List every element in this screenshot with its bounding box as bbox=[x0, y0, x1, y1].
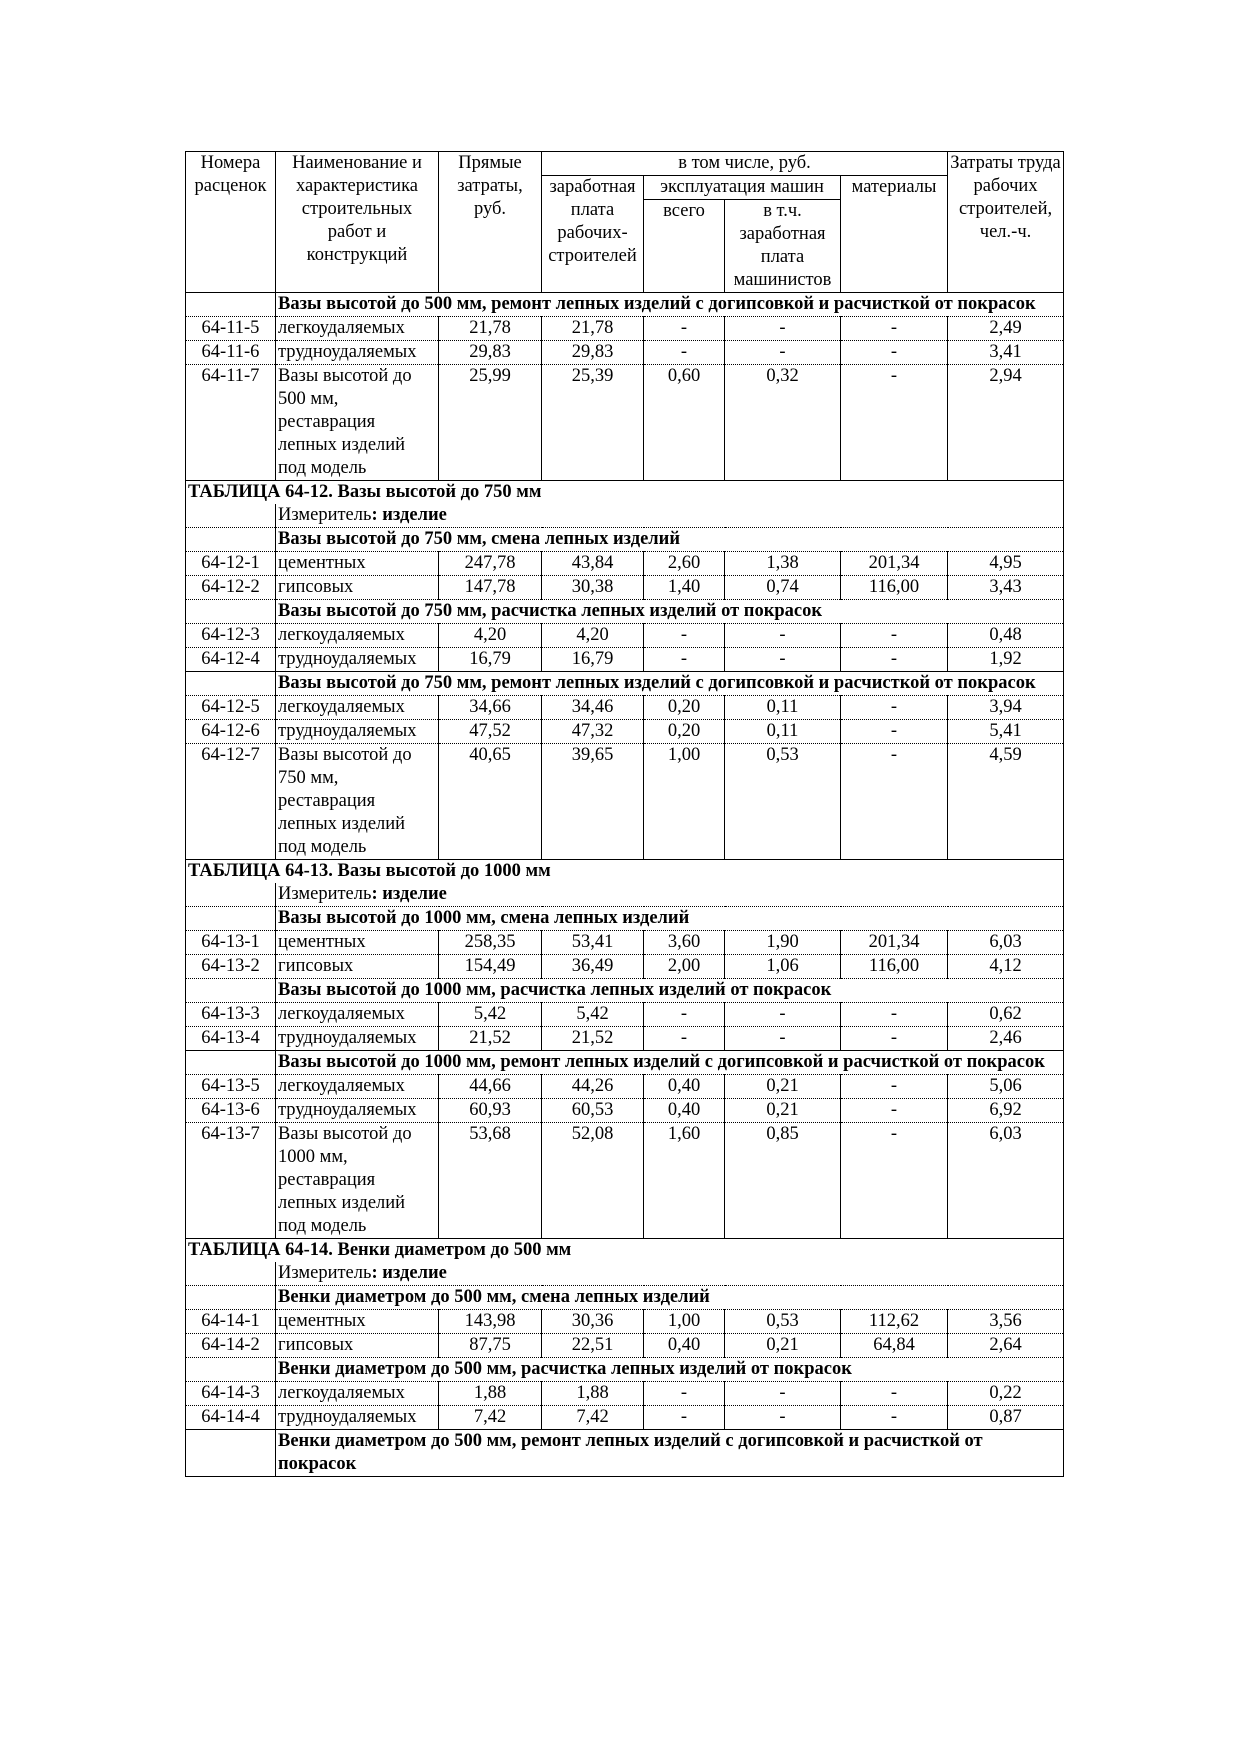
materials: - bbox=[841, 696, 948, 720]
rate-name: гипсовых bbox=[276, 1334, 439, 1358]
materials: - bbox=[841, 317, 948, 341]
machines-total: 1,40 bbox=[644, 576, 725, 600]
wage: 22,51 bbox=[542, 1334, 644, 1358]
table-row bbox=[186, 1310, 1064, 1334]
table-title-row bbox=[186, 860, 1064, 884]
rate-code: 64-12-4 bbox=[186, 648, 276, 672]
materials: - bbox=[841, 1123, 948, 1239]
labor-costs: 6,92 bbox=[948, 1099, 1064, 1123]
group-spacer bbox=[186, 293, 276, 317]
rate-name: гипсовых bbox=[276, 576, 439, 600]
machines-total: - bbox=[644, 1027, 725, 1051]
machines-total: 3,60 bbox=[644, 931, 725, 955]
rate-name: легкоудаляемых bbox=[276, 624, 439, 648]
header-labor-costs: Затраты труда рабочих строителей, чел.-ч. bbox=[948, 152, 1064, 293]
machinist-wage: - bbox=[725, 317, 841, 341]
table-header bbox=[186, 152, 1064, 293]
direct-costs: 1,88 bbox=[439, 1382, 542, 1406]
direct-costs: 47,52 bbox=[439, 720, 542, 744]
wage: 30,38 bbox=[542, 576, 644, 600]
materials: - bbox=[841, 365, 948, 481]
header-direct-costs: Прямые затраты, руб. bbox=[439, 152, 542, 293]
wage: 39,65 bbox=[542, 744, 644, 860]
group-spacer bbox=[186, 672, 276, 696]
measure-unit bbox=[276, 883, 1064, 907]
labor-costs: 0,62 bbox=[948, 1003, 1064, 1027]
materials: - bbox=[841, 624, 948, 648]
table-title-row bbox=[186, 1239, 1064, 1263]
labor-costs: 3,41 bbox=[948, 341, 1064, 365]
group-heading-row bbox=[186, 293, 1064, 317]
direct-costs: 147,78 bbox=[439, 576, 542, 600]
group-spacer bbox=[186, 1430, 276, 1477]
header-code: Номера расценок bbox=[186, 152, 276, 293]
machinist-wage: - bbox=[725, 1027, 841, 1051]
wage: 36,49 bbox=[542, 955, 644, 979]
rate-name: трудноудаляемых bbox=[276, 1099, 439, 1123]
direct-costs: 247,78 bbox=[439, 552, 542, 576]
group-title: Вазы высотой до 750 мм, смена лепных изделий bbox=[276, 528, 1064, 552]
materials: - bbox=[841, 744, 948, 860]
machines-total: - bbox=[644, 1382, 725, 1406]
materials: - bbox=[841, 1099, 948, 1123]
table-row bbox=[186, 365, 1064, 481]
rate-name: трудноудаляемых bbox=[276, 1406, 439, 1430]
group-heading-row bbox=[186, 600, 1064, 624]
rate-name: легкоудаляемых bbox=[276, 1382, 439, 1406]
materials: 64,84 bbox=[841, 1334, 948, 1358]
group-title: Венки диаметром до 500 мм, смена лепных изделий bbox=[276, 1286, 1064, 1310]
group-spacer bbox=[186, 979, 276, 1003]
machinist-wage: 0,21 bbox=[725, 1075, 841, 1099]
machines-total: 1,60 bbox=[644, 1123, 725, 1239]
labor-costs: 3,56 bbox=[948, 1310, 1064, 1334]
materials: - bbox=[841, 1406, 948, 1430]
direct-costs: 154,49 bbox=[439, 955, 542, 979]
materials: - bbox=[841, 1382, 948, 1406]
table-body bbox=[186, 293, 1064, 1477]
rate-code: 64-14-2 bbox=[186, 1334, 276, 1358]
header-wage: заработная плата рабочих-строителей bbox=[542, 176, 644, 293]
group-heading-row bbox=[186, 1430, 1064, 1477]
direct-costs: 4,20 bbox=[439, 624, 542, 648]
group-title: Вазы высотой до 750 мм, расчистка лепных изделий от покрасок bbox=[276, 600, 1064, 624]
group-heading-row bbox=[186, 907, 1064, 931]
labor-costs: 3,94 bbox=[948, 696, 1064, 720]
rate-code: 64-13-4 bbox=[186, 1027, 276, 1051]
materials: - bbox=[841, 1003, 948, 1027]
direct-costs: 7,42 bbox=[439, 1406, 542, 1430]
rate-code: 64-11-7 bbox=[186, 365, 276, 481]
table-row bbox=[186, 648, 1064, 672]
direct-costs: 21,52 bbox=[439, 1027, 542, 1051]
rate-name: гипсовых bbox=[276, 955, 439, 979]
machinist-wage: 0,11 bbox=[725, 696, 841, 720]
table-row bbox=[186, 1075, 1064, 1099]
labor-costs: 2,46 bbox=[948, 1027, 1064, 1051]
machines-total: - bbox=[644, 648, 725, 672]
machinist-wage: - bbox=[725, 1003, 841, 1027]
machines-total: - bbox=[644, 341, 725, 365]
rate-code: 64-14-4 bbox=[186, 1406, 276, 1430]
machines-total: 2,60 bbox=[644, 552, 725, 576]
rate-name: Вазы высотой до 1000 мм, реставрация лепных изделий под модель bbox=[276, 1123, 439, 1239]
machinist-wage: - bbox=[725, 341, 841, 365]
rate-code: 64-11-5 bbox=[186, 317, 276, 341]
materials: - bbox=[841, 341, 948, 365]
group-heading-row bbox=[186, 528, 1064, 552]
rate-code: 64-12-2 bbox=[186, 576, 276, 600]
materials: - bbox=[841, 648, 948, 672]
header-machinist-wage: в т.ч. заработная плата машинистов bbox=[725, 200, 841, 293]
table-title: ТАБЛИЦА 64-14. Венки диаметром до 500 мм bbox=[186, 1239, 1064, 1263]
wage: 43,84 bbox=[542, 552, 644, 576]
rate-code: 64-12-3 bbox=[186, 624, 276, 648]
materials: 112,62 bbox=[841, 1310, 948, 1334]
machines-total: 1,00 bbox=[644, 1310, 725, 1334]
table-row bbox=[186, 931, 1064, 955]
direct-costs: 258,35 bbox=[439, 931, 542, 955]
rates-document bbox=[185, 151, 1063, 1477]
rate-name: цементных bbox=[276, 552, 439, 576]
machinist-wage: 0,53 bbox=[725, 1310, 841, 1334]
rate-code: 64-13-3 bbox=[186, 1003, 276, 1027]
table-row bbox=[186, 1027, 1064, 1051]
machines-total: - bbox=[644, 1406, 725, 1430]
rate-code: 64-12-1 bbox=[186, 552, 276, 576]
machines-total: 0,60 bbox=[644, 365, 725, 481]
wage: 60,53 bbox=[542, 1099, 644, 1123]
measure-value: : изделие bbox=[371, 1263, 447, 1283]
rate-name: легкоудаляемых bbox=[276, 1003, 439, 1027]
labor-costs: 3,43 bbox=[948, 576, 1064, 600]
measure-spacer bbox=[186, 1262, 276, 1286]
group-title: Вазы высотой до 1000 мм, расчистка лепных изделий от покрасок bbox=[276, 979, 1064, 1003]
machinist-wage: 1,38 bbox=[725, 552, 841, 576]
direct-costs: 87,75 bbox=[439, 1334, 542, 1358]
header-machines: эксплуатация машин bbox=[644, 176, 841, 200]
measure-label: Измеритель bbox=[278, 884, 372, 904]
labor-costs: 5,06 bbox=[948, 1075, 1064, 1099]
rate-code: 64-14-3 bbox=[186, 1382, 276, 1406]
wage: 30,36 bbox=[542, 1310, 644, 1334]
labor-costs: 2,94 bbox=[948, 365, 1064, 481]
table-row bbox=[186, 1003, 1064, 1027]
group-heading-row bbox=[186, 1358, 1064, 1382]
rate-name: цементных bbox=[276, 1310, 439, 1334]
group-spacer bbox=[186, 1286, 276, 1310]
machinist-wage: 0,21 bbox=[725, 1334, 841, 1358]
header-including: в том числе, руб. bbox=[542, 152, 948, 176]
machines-total: 2,00 bbox=[644, 955, 725, 979]
direct-costs: 16,79 bbox=[439, 648, 542, 672]
direct-costs: 25,99 bbox=[439, 365, 542, 481]
machines-total: 1,00 bbox=[644, 744, 725, 860]
table-row bbox=[186, 1334, 1064, 1358]
machinist-wage: 0,74 bbox=[725, 576, 841, 600]
wage: 5,42 bbox=[542, 1003, 644, 1027]
direct-costs: 143,98 bbox=[439, 1310, 542, 1334]
group-heading-row bbox=[186, 979, 1064, 1003]
group-heading-row bbox=[186, 1286, 1064, 1310]
table-title: ТАБЛИЦА 64-13. Вазы высотой до 1000 мм bbox=[186, 860, 1064, 884]
rate-code: 64-12-5 bbox=[186, 696, 276, 720]
group-title: Вазы высотой до 750 мм, ремонт лепных изделий с догипсовкой и расчисткой от покрасок bbox=[276, 672, 1064, 696]
rate-code: 64-13-7 bbox=[186, 1123, 276, 1239]
measure-unit bbox=[276, 1262, 1064, 1286]
group-title: Вазы высотой до 500 мм, ремонт лепных изделий с догипсовкой и расчисткой от покрасок bbox=[276, 293, 1064, 317]
labor-costs: 4,59 bbox=[948, 744, 1064, 860]
wage: 34,46 bbox=[542, 696, 644, 720]
measure-row bbox=[186, 883, 1064, 907]
rate-name: трудноудаляемых bbox=[276, 720, 439, 744]
rate-name: трудноудаляемых bbox=[276, 341, 439, 365]
labor-costs: 2,49 bbox=[948, 317, 1064, 341]
wage: 7,42 bbox=[542, 1406, 644, 1430]
wage: 21,52 bbox=[542, 1027, 644, 1051]
machinist-wage: - bbox=[725, 1382, 841, 1406]
header-name: Наименование и характеристика строительных работ и конструкций bbox=[276, 152, 439, 293]
direct-costs: 40,65 bbox=[439, 744, 542, 860]
measure-row bbox=[186, 1262, 1064, 1286]
measure-spacer bbox=[186, 883, 276, 907]
labor-costs: 2,64 bbox=[948, 1334, 1064, 1358]
materials: 201,34 bbox=[841, 931, 948, 955]
table-row bbox=[186, 1099, 1064, 1123]
rate-code: 64-13-2 bbox=[186, 955, 276, 979]
rate-name: легкоудаляемых bbox=[276, 317, 439, 341]
measure-label: Измеритель bbox=[278, 505, 372, 525]
wage: 53,41 bbox=[542, 931, 644, 955]
machinist-wage: - bbox=[725, 624, 841, 648]
group-title: Венки диаметром до 500 мм, ремонт лепных изделий с догипсовкой и расчисткой от покрасок bbox=[276, 1430, 1064, 1477]
table-row bbox=[186, 696, 1064, 720]
direct-costs: 60,93 bbox=[439, 1099, 542, 1123]
header-materials: материалы bbox=[841, 176, 948, 293]
labor-costs: 0,22 bbox=[948, 1382, 1064, 1406]
measure-row bbox=[186, 504, 1064, 528]
machines-total: - bbox=[644, 1003, 725, 1027]
rate-name: трудноудаляемых bbox=[276, 1027, 439, 1051]
rate-name: легкоудаляемых bbox=[276, 1075, 439, 1099]
table-row bbox=[186, 552, 1064, 576]
table-row bbox=[186, 317, 1064, 341]
rate-code: 64-12-6 bbox=[186, 720, 276, 744]
rate-code: 64-14-1 bbox=[186, 1310, 276, 1334]
group-spacer bbox=[186, 1358, 276, 1382]
table-row bbox=[186, 1382, 1064, 1406]
rate-code: 64-13-1 bbox=[186, 931, 276, 955]
wage: 29,83 bbox=[542, 341, 644, 365]
direct-costs: 44,66 bbox=[439, 1075, 542, 1099]
group-spacer bbox=[186, 600, 276, 624]
direct-costs: 34,66 bbox=[439, 696, 542, 720]
direct-costs: 21,78 bbox=[439, 317, 542, 341]
materials: 116,00 bbox=[841, 576, 948, 600]
machines-total: 0,40 bbox=[644, 1099, 725, 1123]
labor-costs: 4,95 bbox=[948, 552, 1064, 576]
materials: 201,34 bbox=[841, 552, 948, 576]
machinist-wage: 0,21 bbox=[725, 1099, 841, 1123]
machines-total: - bbox=[644, 624, 725, 648]
table-row bbox=[186, 720, 1064, 744]
labor-costs: 6,03 bbox=[948, 1123, 1064, 1239]
machinist-wage: 0,11 bbox=[725, 720, 841, 744]
measure-unit bbox=[276, 504, 1064, 528]
group-spacer bbox=[186, 528, 276, 552]
measure-spacer bbox=[186, 504, 276, 528]
table-row bbox=[186, 576, 1064, 600]
rate-name: Вазы высотой до 500 мм, реставрация лепных изделий под модель bbox=[276, 365, 439, 481]
wage: 52,08 bbox=[542, 1123, 644, 1239]
machinist-wage: 1,06 bbox=[725, 955, 841, 979]
table-row bbox=[186, 955, 1064, 979]
machines-total: 0,20 bbox=[644, 720, 725, 744]
wage: 16,79 bbox=[542, 648, 644, 672]
rates-table bbox=[185, 151, 1064, 1477]
machinist-wage: 0,53 bbox=[725, 744, 841, 860]
rate-code: 64-12-7 bbox=[186, 744, 276, 860]
wage: 47,32 bbox=[542, 720, 644, 744]
machinist-wage: - bbox=[725, 1406, 841, 1430]
measure-label: Измеритель bbox=[278, 1263, 372, 1283]
wage: 4,20 bbox=[542, 624, 644, 648]
labor-costs: 0,87 bbox=[948, 1406, 1064, 1430]
rate-name: Вазы высотой до 750 мм, реставрация лепных изделий под модель bbox=[276, 744, 439, 860]
group-spacer bbox=[186, 907, 276, 931]
wage: 1,88 bbox=[542, 1382, 644, 1406]
group-title: Вазы высотой до 1000 мм, ремонт лепных изделий с догипсовкой и расчисткой от покрасок bbox=[276, 1051, 1064, 1075]
table-row bbox=[186, 1406, 1064, 1430]
materials: - bbox=[841, 1027, 948, 1051]
rate-code: 64-13-6 bbox=[186, 1099, 276, 1123]
group-heading-row bbox=[186, 672, 1064, 696]
measure-value: : изделие bbox=[371, 884, 447, 904]
rate-name: цементных bbox=[276, 931, 439, 955]
table-row bbox=[186, 624, 1064, 648]
machines-total: 0,40 bbox=[644, 1075, 725, 1099]
rate-code: 64-11-6 bbox=[186, 341, 276, 365]
table-title: ТАБЛИЦА 64-12. Вазы высотой до 750 мм bbox=[186, 481, 1064, 505]
group-title: Венки диаметром до 500 мм, расчистка лепных изделий от покрасок bbox=[276, 1358, 1064, 1382]
materials: 116,00 bbox=[841, 955, 948, 979]
direct-costs: 29,83 bbox=[439, 341, 542, 365]
machines-total: - bbox=[644, 317, 725, 341]
table-row bbox=[186, 744, 1064, 860]
labor-costs: 5,41 bbox=[948, 720, 1064, 744]
machinist-wage: 1,90 bbox=[725, 931, 841, 955]
machinist-wage: 0,32 bbox=[725, 365, 841, 481]
wage: 44,26 bbox=[542, 1075, 644, 1099]
materials: - bbox=[841, 1075, 948, 1099]
machines-total: 0,40 bbox=[644, 1334, 725, 1358]
table-title-row bbox=[186, 481, 1064, 505]
table-row bbox=[186, 341, 1064, 365]
header-machines-total: всего bbox=[644, 200, 725, 293]
labor-costs: 4,12 bbox=[948, 955, 1064, 979]
wage: 21,78 bbox=[542, 317, 644, 341]
materials: - bbox=[841, 720, 948, 744]
machinist-wage: - bbox=[725, 648, 841, 672]
direct-costs: 53,68 bbox=[439, 1123, 542, 1239]
machines-total: 0,20 bbox=[644, 696, 725, 720]
group-heading-row bbox=[186, 1051, 1064, 1075]
direct-costs: 5,42 bbox=[439, 1003, 542, 1027]
wage: 25,39 bbox=[542, 365, 644, 481]
measure-value: : изделие bbox=[371, 505, 447, 525]
machinist-wage: 0,85 bbox=[725, 1123, 841, 1239]
table-row bbox=[186, 1123, 1064, 1239]
group-title: Вазы высотой до 1000 мм, смена лепных изделий bbox=[276, 907, 1064, 931]
labor-costs: 1,92 bbox=[948, 648, 1064, 672]
rate-name: трудноудаляемых bbox=[276, 648, 439, 672]
labor-costs: 6,03 bbox=[948, 931, 1064, 955]
rate-name: легкоудаляемых bbox=[276, 696, 439, 720]
labor-costs: 0,48 bbox=[948, 624, 1064, 648]
group-spacer bbox=[186, 1051, 276, 1075]
rate-code: 64-13-5 bbox=[186, 1075, 276, 1099]
